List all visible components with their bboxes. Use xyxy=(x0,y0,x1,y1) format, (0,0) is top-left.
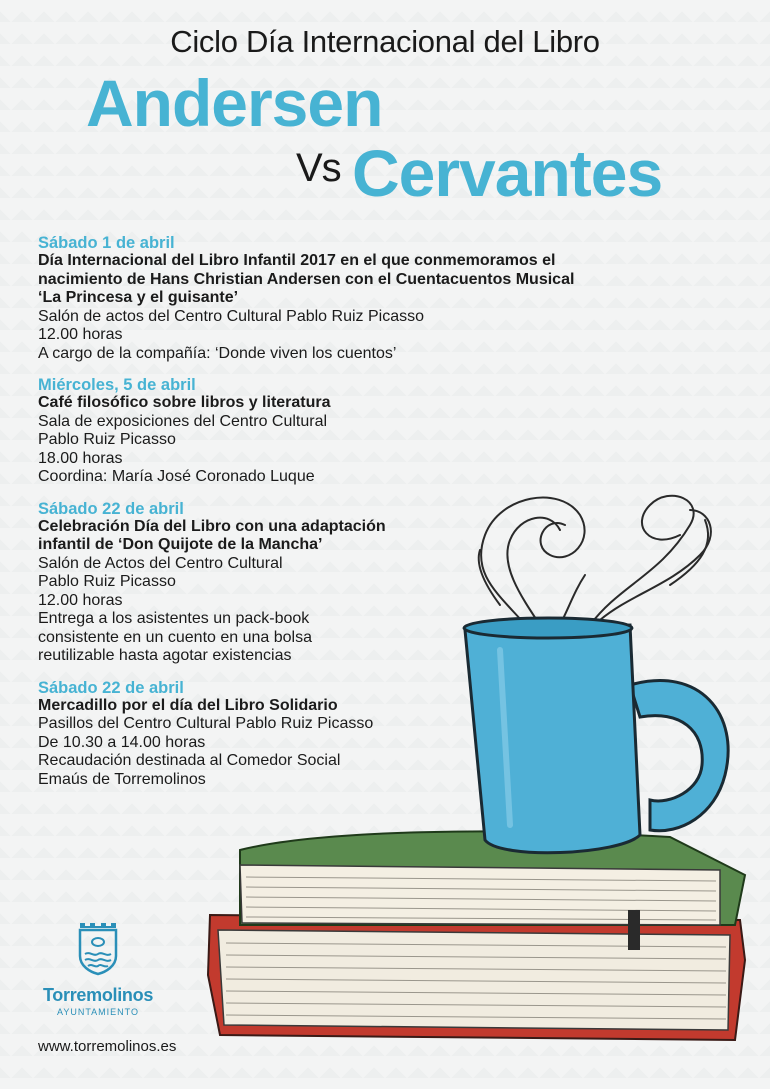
headline-vs: Vs xyxy=(296,146,341,190)
event-detail-line: consistente en un cuento en una bolsa xyxy=(38,628,312,646)
event-1 xyxy=(38,234,618,363)
event-detail-line: 12.00 horas xyxy=(38,591,123,609)
website-url: www.torremolinos.es xyxy=(38,1038,177,1055)
event-detail-line: reutilizable hasta agotar existencias xyxy=(38,647,292,664)
event-detail-line: Sala de exposiciones del Centro Cultural xyxy=(38,412,328,430)
books-icon xyxy=(208,831,745,1040)
coffee-mug-icon xyxy=(464,618,728,853)
headline-andersen: Andersen xyxy=(86,66,383,140)
event-detail-line: Pablo Ruiz Picasso xyxy=(38,431,176,448)
event-title-line: infantil de ‘Don Quijote de la Mancha’ xyxy=(38,536,323,553)
event-detail-line: A cargo de la compañía: ‘Donde viven los cuentos’ xyxy=(38,344,397,362)
event-title-line: nacimiento de Hans Christian Andersen con el Cuentacuentos Musical xyxy=(38,270,575,288)
torremolinos-logo xyxy=(36,920,160,1017)
event-date: Sábado 22 de abril xyxy=(38,499,184,518)
event-detail-line: De 10.30 a 14.00 horas xyxy=(38,733,206,751)
logo-subtitle: AYUNTAMIENTO xyxy=(56,1007,139,1017)
event-detail-line: Pablo Ruiz Picasso xyxy=(38,573,176,590)
event-date: Miércoles, 5 de abril xyxy=(38,376,196,394)
logo-name: Torremolinos xyxy=(42,985,154,1005)
event-detail-line: 12.00 horas xyxy=(38,326,123,343)
event-title-line: ‘La Princesa y el guisante’ xyxy=(38,289,239,306)
mug-and-books-illustration xyxy=(200,455,760,1055)
event-detail-line: Pasillos del Centro Cultural Pablo Ruiz Picasso xyxy=(38,715,374,732)
headline-cervantes: Cervantes xyxy=(352,136,663,210)
event-date: Sábado 1 de abril xyxy=(38,234,175,252)
event-detail-line: Entrega a los asistentes un pack-book xyxy=(38,610,310,627)
event-detail-line: Salón de actos del Centro Cultural Pablo Ruiz Picasso xyxy=(38,307,424,325)
event-title-line: Día Internacional del Libro Infantil 2017 en el que conmemoramos el xyxy=(38,252,556,269)
castle-shield-icon xyxy=(76,920,120,976)
event-detail-line: Coordina: María José Coronado Luque xyxy=(38,468,315,485)
event-title-line: Mercadillo por el día del Libro Solidario xyxy=(38,696,338,714)
steam-icon xyxy=(479,496,711,630)
event-title-line: Celebración Día del Libro con una adaptación xyxy=(38,517,386,535)
event-detail-line: 18.00 horas xyxy=(38,449,123,467)
event-detail-line: Emaús de Torremolinos xyxy=(38,770,206,788)
series-title: Ciclo Día Internacional del Libro xyxy=(170,24,600,59)
event-detail-line: Recaudación destinada al Comedor Social xyxy=(38,752,341,769)
event-date: Sábado 22 de abril xyxy=(38,678,184,697)
event-detail-line: Salón de Actos del Centro Cultural xyxy=(38,554,283,572)
event-title-line: Café filosófico sobre libros y literatura xyxy=(38,394,331,411)
